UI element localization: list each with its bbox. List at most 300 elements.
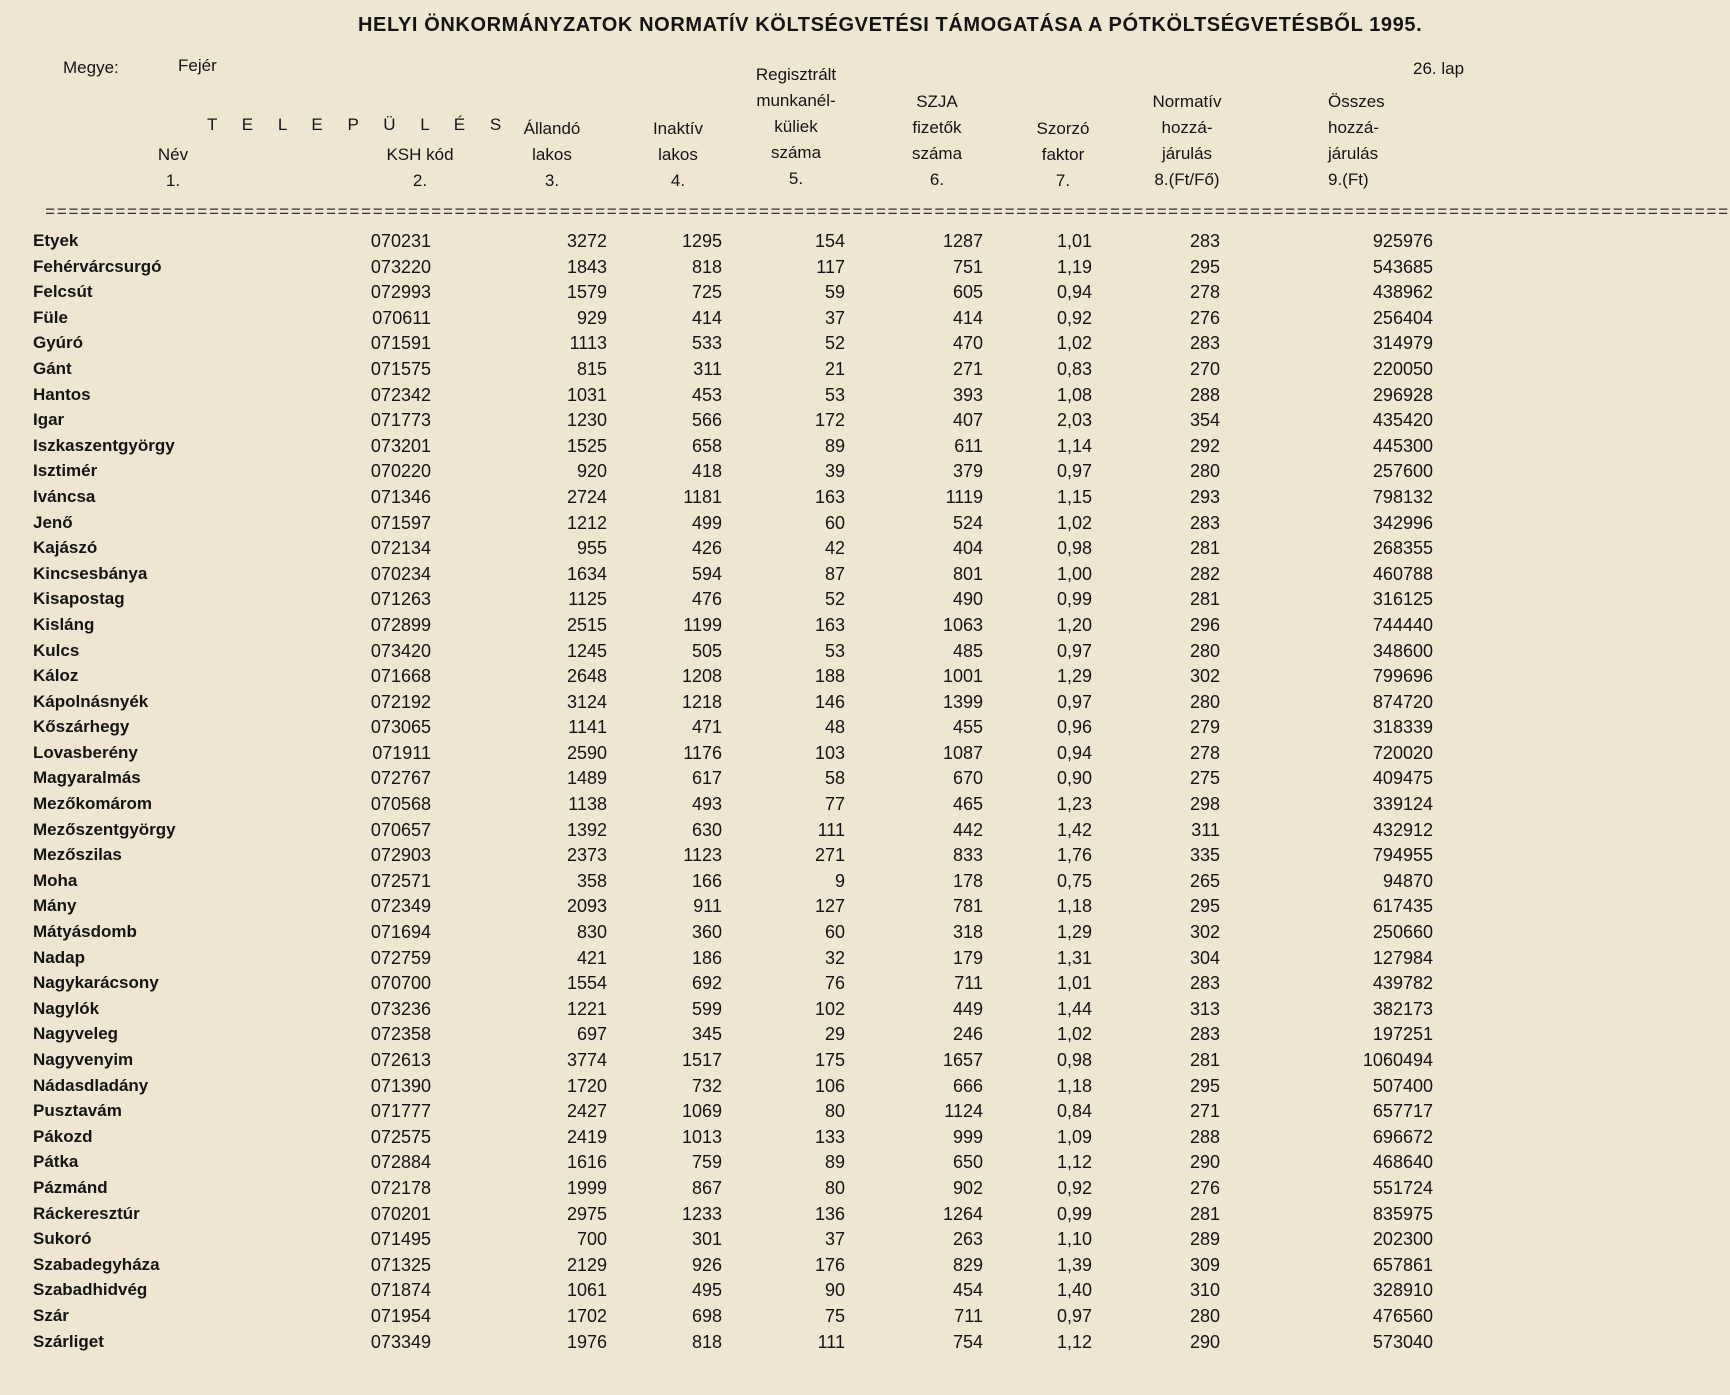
- cell-total-contribution: 720020: [1372, 742, 1433, 763]
- cell-total-contribution: 127984: [1372, 947, 1433, 968]
- cell-inactive-residents: 732: [691, 1075, 722, 1096]
- cell-inactive-residents: 818: [691, 1331, 722, 1352]
- cell-permanent-residents: 1141: [568, 717, 607, 738]
- cell-name: Gánt: [33, 358, 72, 378]
- cell-total-contribution: 268355: [1372, 538, 1433, 559]
- cell-permanent-residents: 2093: [566, 896, 607, 917]
- cell-szja-payers: 711: [954, 973, 983, 994]
- cell-szja-payers: 454: [952, 1280, 983, 1301]
- cell-name: Mány: [33, 896, 77, 916]
- cell-normative-contribution: 289: [1189, 1229, 1220, 1250]
- cell-name: Nádasdladány: [33, 1075, 149, 1095]
- cell-registered-unemployed: 80: [824, 1101, 845, 1122]
- cell-inactive-residents: 1208: [681, 666, 722, 687]
- cell-multiplier-factor: 0,96: [1056, 717, 1092, 738]
- cell-normative-contribution: 296: [1189, 614, 1220, 635]
- table-row: [0, 893, 1569, 919]
- cell-multiplier-factor: 2,03: [1056, 410, 1092, 431]
- cell-permanent-residents: 1616: [566, 1152, 607, 1173]
- cell-szja-payers: 271: [952, 358, 983, 379]
- settlement-group-header: T E L E P Ü L É S: [207, 115, 512, 134]
- cell-ksh-code: 070220: [370, 461, 431, 482]
- cell-registered-unemployed: 60: [824, 512, 845, 533]
- cell-ksh-code: 072571: [370, 870, 431, 891]
- header-normative-contribution: Normatív hozzá- járulás 8.(Ft/Fő): [1152, 92, 1222, 189]
- table-row: [0, 1201, 1569, 1227]
- cell-ksh-code: 070568: [370, 794, 431, 815]
- cell-total-contribution: 925976: [1372, 231, 1433, 251]
- cell-registered-unemployed: 52: [824, 589, 845, 610]
- cell-ksh-code: 070234: [370, 563, 431, 584]
- cell-multiplier-factor: 1,42: [1056, 819, 1092, 840]
- table-row: [0, 1252, 1569, 1278]
- cell-name: Magyaralmás: [33, 768, 141, 788]
- cell-multiplier-factor: 0,98: [1056, 538, 1092, 559]
- table-row: [0, 765, 1569, 791]
- cell-multiplier-factor: 0,99: [1056, 1203, 1092, 1224]
- cell-inactive-residents: 186: [691, 947, 722, 968]
- table-row: [0, 330, 1569, 356]
- cell-name: Szárliget: [33, 1331, 104, 1351]
- cell-total-contribution: 348600: [1372, 640, 1433, 661]
- cell-name: Moha: [33, 870, 78, 890]
- cell-ksh-code: 071575: [370, 358, 431, 379]
- cell-name: Iszkaszentgyörgy: [33, 435, 175, 455]
- cell-multiplier-factor: 1,01: [1056, 973, 1092, 994]
- cell-szja-payers: 999: [952, 1126, 983, 1147]
- cell-name: Lovasberény: [33, 742, 138, 762]
- cell-normative-contribution: 281: [1189, 589, 1220, 610]
- cell-normative-contribution: 270: [1189, 358, 1220, 379]
- cell-permanent-residents: 2419: [566, 1126, 607, 1147]
- document-title: HELYI ÖNKORMÁNYZATOK NORMATÍV KÖLTSÉGVETÉSI TÁMOGATÁSA A PÓTKÖLTSÉGVETÉSBŐL 1995.: [358, 14, 1423, 36]
- cell-permanent-residents: 955: [576, 538, 607, 559]
- cell-inactive-residents: 658: [691, 435, 722, 456]
- cell-normative-contribution: 290: [1189, 1331, 1220, 1352]
- cell-total-contribution: 468640: [1372, 1152, 1433, 1173]
- header-multiplier-factor: Szorzó faktor 7.: [1036, 119, 1090, 190]
- table-row: [0, 561, 1569, 587]
- cell-szja-payers: 1001: [942, 666, 983, 687]
- cell-ksh-code: 070611: [372, 307, 431, 328]
- cell-registered-unemployed: 53: [824, 640, 845, 661]
- cell-permanent-residents: 1999: [566, 1177, 607, 1198]
- table-row: [0, 228, 1569, 254]
- cell-multiplier-factor: 0,99: [1056, 589, 1092, 610]
- cell-total-contribution: 507400: [1372, 1075, 1433, 1096]
- cell-name: Pátka: [33, 1152, 79, 1172]
- cell-multiplier-factor: 1,18: [1056, 1075, 1092, 1096]
- cell-normative-contribution: 280: [1189, 691, 1220, 712]
- cell-name: Pusztavám: [33, 1101, 122, 1121]
- cell-registered-unemployed: 37: [824, 1229, 845, 1250]
- cell-inactive-residents: 495: [691, 1280, 722, 1301]
- cell-name: Nagyvenyim: [33, 1050, 134, 1069]
- header-szja-payers: SZJA fizetők száma 6.: [911, 92, 963, 189]
- cell-registered-unemployed: 32: [824, 947, 845, 968]
- cell-normative-contribution: 265: [1189, 870, 1220, 891]
- cell-szja-payers: 442: [952, 819, 983, 840]
- table-row: [0, 638, 1569, 664]
- table-row: [0, 510, 1569, 536]
- cell-registered-unemployed: 176: [814, 1254, 845, 1275]
- table-row: [0, 1149, 1569, 1175]
- cell-total-contribution: 617435: [1372, 896, 1433, 917]
- cell-total-contribution: 318339: [1372, 717, 1433, 738]
- cell-normative-contribution: 295: [1189, 1075, 1220, 1096]
- cell-permanent-residents: 3124: [566, 691, 607, 712]
- cell-ksh-code: 072575: [370, 1126, 431, 1147]
- cell-szja-payers: 650: [952, 1152, 983, 1173]
- cell-ksh-code: 073220: [370, 256, 431, 277]
- cell-ksh-code: 072903: [370, 845, 431, 866]
- cell-inactive-residents: 476: [691, 589, 722, 610]
- cell-ksh-code: 071694: [370, 922, 431, 943]
- cell-registered-unemployed: 90: [824, 1280, 845, 1301]
- cell-total-contribution: 438962: [1372, 282, 1433, 303]
- cell-permanent-residents: 2427: [566, 1101, 607, 1122]
- cell-normative-contribution: 280: [1189, 640, 1220, 661]
- cell-permanent-residents: 1579: [566, 282, 607, 303]
- table-row: [0, 970, 1569, 996]
- cell-normative-contribution: 304: [1189, 947, 1220, 968]
- cell-registered-unemployed: 136: [814, 1203, 845, 1224]
- cell-normative-contribution: 311: [1191, 819, 1220, 840]
- cell-permanent-residents: 1221: [566, 998, 607, 1019]
- cell-multiplier-factor: 0,92: [1056, 1177, 1092, 1198]
- cell-permanent-residents: 3272: [566, 231, 607, 251]
- cell-normative-contribution: 276: [1189, 1177, 1220, 1198]
- cell-szja-payers: 751: [952, 256, 983, 277]
- cell-permanent-residents: 2648: [566, 666, 607, 687]
- cell-multiplier-factor: 1,14: [1056, 435, 1092, 456]
- cell-inactive-residents: 493: [691, 794, 722, 815]
- cell-multiplier-factor: 1,31: [1056, 947, 1092, 968]
- cell-szja-payers: 605: [952, 282, 983, 303]
- cell-multiplier-factor: 1,12: [1056, 1152, 1092, 1173]
- table-row: [0, 458, 1569, 484]
- cell-total-contribution: 316125: [1372, 589, 1433, 610]
- cell-name: Mezőszilas: [33, 845, 122, 865]
- cell-permanent-residents: 1138: [568, 794, 607, 815]
- cell-szja-payers: 490: [952, 589, 983, 610]
- cell-inactive-residents: 533: [691, 333, 722, 354]
- cell-registered-unemployed: 42: [824, 538, 845, 559]
- cell-permanent-residents: 1212: [566, 512, 607, 533]
- cell-normative-contribution: 354: [1189, 410, 1220, 431]
- cell-registered-unemployed: 52: [824, 333, 845, 354]
- cell-szja-payers: 455: [952, 717, 983, 738]
- cell-multiplier-factor: 0,84: [1056, 1101, 1092, 1122]
- cell-registered-unemployed: 271: [814, 845, 845, 866]
- cell-normative-contribution: 290: [1189, 1152, 1220, 1173]
- cell-multiplier-factor: 0,97: [1056, 461, 1092, 482]
- cell-total-contribution: 382173: [1372, 998, 1433, 1019]
- cell-multiplier-factor: 1,02: [1056, 512, 1092, 533]
- cell-szja-payers: 1264: [942, 1203, 983, 1224]
- cell-inactive-residents: 692: [691, 973, 722, 994]
- cell-registered-unemployed: 80: [824, 1177, 845, 1198]
- cell-total-contribution: 439782: [1372, 973, 1433, 994]
- cell-registered-unemployed: 89: [824, 1152, 845, 1173]
- cell-multiplier-factor: 1,19: [1056, 256, 1092, 277]
- cell-name: Füle: [33, 307, 68, 327]
- cell-szja-payers: 407: [952, 410, 983, 431]
- cell-inactive-residents: 594: [691, 563, 722, 584]
- cell-ksh-code: 072767: [370, 768, 431, 789]
- cell-total-contribution: 799696: [1372, 666, 1433, 687]
- cell-total-contribution: 314979: [1372, 333, 1433, 354]
- cell-szja-payers: 781: [952, 896, 983, 917]
- cell-inactive-residents: 311: [693, 358, 722, 379]
- cell-szja-payers: 666: [952, 1075, 983, 1096]
- cell-ksh-code: 071668: [370, 666, 431, 687]
- cell-name: Nagylók: [33, 998, 100, 1018]
- cell-inactive-residents: 1123: [683, 845, 722, 866]
- cell-total-contribution: 551724: [1372, 1177, 1433, 1198]
- cell-registered-unemployed: 146: [814, 691, 845, 712]
- table-row: [0, 1277, 1569, 1303]
- cell-name: Etyek: [33, 231, 79, 250]
- cell-normative-contribution: 283: [1189, 333, 1220, 354]
- cell-name: Nadap: [33, 947, 85, 967]
- cell-normative-contribution: 279: [1189, 717, 1220, 738]
- cell-name: Szabadegyháza: [33, 1254, 160, 1274]
- cell-multiplier-factor: 0,92: [1056, 307, 1092, 328]
- cell-multiplier-factor: 0,75: [1056, 870, 1092, 891]
- cell-normative-contribution: 281: [1189, 1203, 1220, 1224]
- table-row: [0, 1329, 1569, 1355]
- cell-ksh-code: 071325: [370, 1254, 431, 1275]
- table-row: [0, 586, 1569, 612]
- cell-multiplier-factor: 1,39: [1056, 1254, 1092, 1275]
- cell-inactive-residents: 453: [691, 384, 722, 405]
- cell-name: Kisapostag: [33, 589, 125, 609]
- cell-inactive-residents: 414: [691, 307, 722, 328]
- cell-inactive-residents: 630: [691, 819, 722, 840]
- cell-szja-payers: 318: [952, 922, 983, 943]
- cell-szja-payers: 179: [952, 947, 983, 968]
- cell-total-contribution: 257600: [1372, 461, 1433, 482]
- cell-permanent-residents: 2724: [566, 486, 607, 507]
- cell-inactive-residents: 698: [691, 1305, 722, 1326]
- cell-ksh-code: 073420: [370, 640, 431, 661]
- cell-registered-unemployed: 172: [814, 410, 845, 431]
- cell-registered-unemployed: 133: [814, 1126, 845, 1147]
- table-row: [0, 1226, 1569, 1252]
- cell-permanent-residents: 697: [576, 1024, 607, 1045]
- cell-name: Nagykarácsony: [33, 973, 159, 993]
- cell-permanent-residents: 1392: [566, 819, 607, 840]
- cell-total-contribution: 696672: [1372, 1126, 1433, 1147]
- cell-registered-unemployed: 29: [824, 1024, 845, 1045]
- cell-registered-unemployed: 59: [824, 282, 845, 303]
- cell-name: Kisláng: [33, 614, 95, 634]
- cell-registered-unemployed: 111: [817, 1331, 845, 1352]
- cell-inactive-residents: 1233: [681, 1203, 722, 1224]
- cell-registered-unemployed: 89: [824, 435, 845, 456]
- table-row: [0, 1175, 1569, 1201]
- cell-total-contribution: 197251: [1372, 1024, 1433, 1045]
- header-inactive-residents: Inaktív lakos 4.: [652, 119, 704, 190]
- cell-szja-payers: 485: [952, 640, 983, 661]
- cell-total-contribution: 460788: [1372, 563, 1433, 584]
- cell-szja-payers: 1657: [942, 1050, 983, 1070]
- cell-permanent-residents: 1245: [566, 640, 607, 661]
- table-row: [0, 945, 1569, 971]
- cell-normative-contribution: 280: [1189, 461, 1220, 482]
- cell-szja-payers: 1063: [942, 614, 983, 635]
- cell-permanent-residents: 1720: [566, 1075, 607, 1096]
- table-row: [0, 868, 1569, 894]
- table-row: [0, 612, 1569, 638]
- cell-registered-unemployed: 75: [824, 1305, 845, 1326]
- cell-registered-unemployed: 21: [824, 358, 845, 379]
- cell-registered-unemployed: 188: [814, 666, 845, 687]
- cell-ksh-code: 071954: [370, 1305, 431, 1326]
- cell-normative-contribution: 292: [1189, 435, 1220, 456]
- cell-permanent-residents: 1634: [566, 563, 607, 584]
- cell-szja-payers: 524: [952, 512, 983, 533]
- cell-normative-contribution: 271: [1189, 1101, 1220, 1122]
- table-row: [0, 356, 1569, 382]
- cell-permanent-residents: 1031: [566, 384, 607, 405]
- cell-total-contribution: 874720: [1372, 691, 1433, 712]
- cell-multiplier-factor: 0,97: [1056, 691, 1092, 712]
- cell-normative-contribution: 295: [1189, 256, 1220, 277]
- table-row: [0, 1303, 1569, 1329]
- cell-ksh-code: 070231: [370, 231, 431, 251]
- cell-permanent-residents: 1125: [568, 589, 607, 610]
- cell-ksh-code: 071390: [370, 1075, 431, 1096]
- cell-multiplier-factor: 1,44: [1056, 998, 1092, 1019]
- cell-inactive-residents: 166: [691, 870, 722, 891]
- cell-name: Káloz: [33, 666, 79, 686]
- cell-inactive-residents: 617: [691, 768, 722, 789]
- cell-inactive-residents: 818: [691, 256, 722, 277]
- cell-total-contribution: 657861: [1372, 1254, 1433, 1275]
- table-row: [0, 1073, 1569, 1099]
- cell-inactive-residents: 426: [691, 538, 722, 559]
- cell-ksh-code: 070700: [370, 973, 431, 994]
- header-separator-left: ================================================================================================: [45, 204, 1169, 223]
- cell-total-contribution: 328910: [1372, 1280, 1433, 1301]
- cell-name: Iváncsa: [33, 486, 96, 506]
- cell-permanent-residents: 1702: [566, 1305, 607, 1326]
- cell-inactive-residents: 867: [691, 1177, 722, 1198]
- table-row: [0, 1047, 1569, 1073]
- cell-normative-contribution: 302: [1189, 922, 1220, 943]
- cell-registered-unemployed: 163: [814, 486, 845, 507]
- cell-inactive-residents: 1295: [681, 231, 722, 251]
- cell-szja-payers: 1087: [942, 742, 983, 763]
- cell-normative-contribution: 281: [1189, 1050, 1220, 1070]
- cell-normative-contribution: 280: [1189, 1305, 1220, 1326]
- table-row: [0, 382, 1569, 408]
- cell-normative-contribution: 288: [1189, 1126, 1220, 1147]
- cell-registered-unemployed: 127: [814, 896, 845, 917]
- cell-szja-payers: 670: [952, 768, 983, 789]
- cell-name: Pázmánd: [33, 1177, 108, 1197]
- table-row: [0, 919, 1569, 945]
- cell-inactive-residents: 1069: [681, 1101, 722, 1122]
- cell-permanent-residents: 358: [576, 870, 607, 891]
- cell-multiplier-factor: 1,02: [1056, 1024, 1092, 1045]
- cell-total-contribution: 1060494: [1362, 1050, 1433, 1070]
- cell-permanent-residents: 1489: [566, 768, 607, 789]
- cell-ksh-code: 071263: [370, 589, 431, 610]
- table-row: [0, 663, 1569, 689]
- cell-normative-contribution: 288: [1189, 384, 1220, 405]
- cell-total-contribution: 835975: [1372, 1203, 1433, 1224]
- cell-ksh-code: 073349: [370, 1331, 431, 1352]
- cell-name: Szabadhidvég: [33, 1280, 148, 1300]
- cell-permanent-residents: 2129: [566, 1254, 607, 1275]
- cell-szja-payers: 246: [952, 1024, 983, 1045]
- cell-multiplier-factor: 1,40: [1056, 1280, 1092, 1301]
- cell-szja-payers: 1287: [942, 231, 983, 251]
- cell-szja-payers: 449: [952, 998, 983, 1019]
- cell-inactive-residents: 345: [691, 1024, 722, 1045]
- cell-ksh-code: 072134: [370, 538, 431, 559]
- table-row: [0, 842, 1569, 868]
- cell-name: Mezőszentgyörgy: [33, 819, 176, 839]
- cell-inactive-residents: 1013: [681, 1126, 722, 1147]
- cell-szja-payers: 711: [954, 1305, 983, 1326]
- cell-normative-contribution: 283: [1189, 973, 1220, 994]
- cell-name: Felcsút: [33, 282, 93, 302]
- cell-multiplier-factor: 1,10: [1056, 1229, 1092, 1250]
- cell-multiplier-factor: 0,94: [1056, 282, 1092, 303]
- cell-permanent-residents: 1525: [566, 435, 607, 456]
- header-separator-right: ================================================: [1168, 204, 1730, 223]
- cell-ksh-code: 072613: [370, 1050, 431, 1070]
- cell-szja-payers: 1119: [945, 486, 983, 507]
- cell-permanent-residents: 421: [576, 947, 607, 968]
- cell-name: Igar: [33, 410, 65, 430]
- cell-inactive-residents: 418: [691, 461, 722, 482]
- cell-multiplier-factor: 1,20: [1056, 614, 1092, 635]
- cell-normative-contribution: 278: [1189, 282, 1220, 303]
- county-label: Megye:: [63, 58, 119, 77]
- cell-inactive-residents: 1199: [683, 614, 722, 635]
- cell-inactive-residents: 599: [691, 998, 722, 1019]
- cell-name: Ráckeresztúr: [33, 1203, 140, 1223]
- cell-permanent-residents: 1061: [566, 1280, 607, 1301]
- cell-inactive-residents: 360: [691, 922, 722, 943]
- cell-registered-unemployed: 175: [814, 1050, 845, 1070]
- cell-ksh-code: 072759: [370, 947, 431, 968]
- cell-permanent-residents: 2515: [566, 614, 607, 635]
- cell-szja-payers: 833: [952, 845, 983, 866]
- cell-szja-payers: 902: [952, 1177, 983, 1198]
- cell-szja-payers: 178: [952, 870, 983, 891]
- cell-szja-payers: 1124: [944, 1101, 983, 1122]
- cell-total-contribution: 543685: [1372, 256, 1433, 277]
- cell-multiplier-factor: 0,83: [1056, 358, 1092, 379]
- cell-total-contribution: 202300: [1372, 1229, 1433, 1250]
- cell-multiplier-factor: 0,97: [1056, 640, 1092, 661]
- cell-total-contribution: 744440: [1372, 614, 1433, 635]
- table-row: [0, 1021, 1569, 1047]
- table-row: [0, 791, 1569, 817]
- cell-multiplier-factor: 0,97: [1056, 1305, 1092, 1326]
- cell-name: Sukoró: [33, 1229, 92, 1249]
- cell-registered-unemployed: 53: [824, 384, 845, 405]
- cell-total-contribution: 339124: [1372, 794, 1433, 815]
- cell-ksh-code: 071597: [370, 512, 431, 533]
- cell-normative-contribution: 283: [1189, 512, 1220, 533]
